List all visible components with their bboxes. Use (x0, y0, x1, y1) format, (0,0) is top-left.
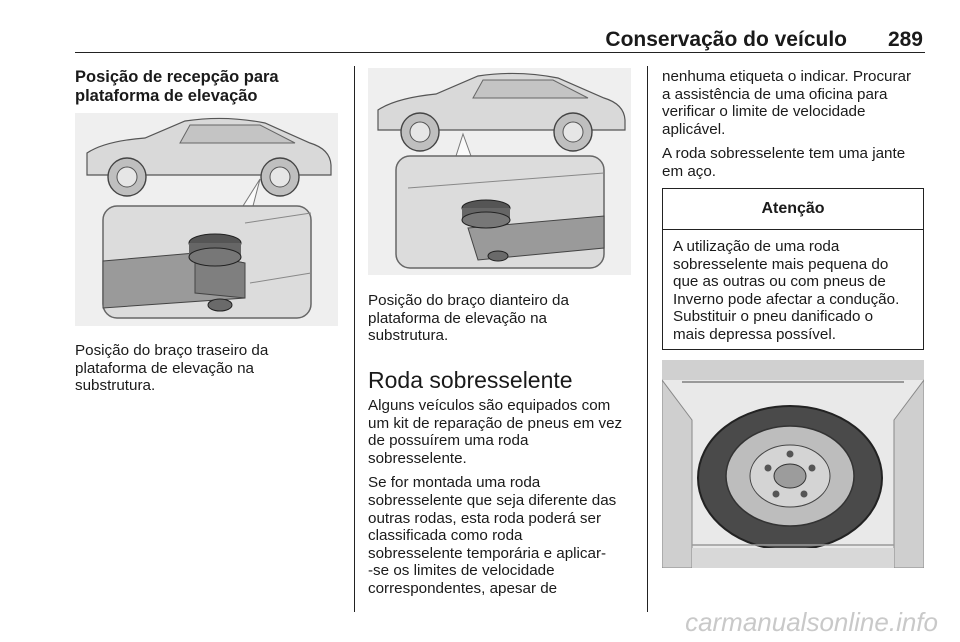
rear-caption-line: substrutura. (75, 377, 156, 395)
rear-caption-line: Posição do braço traseiro da (75, 342, 269, 359)
front-caption-line: Posição do braço dianteiro da (368, 292, 569, 309)
attention-notice (662, 188, 924, 350)
paragraph (662, 68, 932, 138)
spare-wheel-figure (662, 360, 924, 568)
column-divider-1 (354, 66, 355, 612)
text-line: sobresselente. (368, 449, 467, 467)
text-line: aplicável. (662, 120, 726, 138)
header-rule (75, 52, 925, 53)
page-header (75, 28, 925, 52)
text-line: -se os limites de velocidade (368, 562, 555, 580)
text-line: A roda sobresselente tem uma jante (662, 145, 906, 163)
rear-lift-caption (75, 342, 345, 395)
text-line: outras rodas, esta roda poderá ser (368, 509, 602, 527)
text-line: A utilização de uma roda (673, 238, 840, 255)
spare-wheel-text (368, 397, 643, 605)
text-line: Se for montada uma roda (368, 474, 541, 492)
text-line: classificada como roda (368, 527, 523, 545)
notice-title: Atenção (663, 189, 923, 230)
text-line: a assistência de uma oficina para (662, 85, 888, 103)
text-line: mais depressa possível. (673, 325, 836, 343)
text-line: um kit de reparação de pneus em vez (368, 414, 623, 432)
notice-body (663, 230, 923, 344)
text-line: em aço. (662, 162, 717, 180)
rear-lift-figure (75, 113, 338, 326)
page-number: 289 (887, 28, 923, 51)
column-divider-2 (647, 66, 648, 612)
text-line: sobresselente mais pequena do (673, 255, 889, 273)
front-lift-figure (368, 68, 631, 275)
spare-wheel-heading: Roda sobresselente (368, 367, 573, 393)
text-line: que as outras ou com pneus de (673, 273, 886, 291)
text-line: nenhuma etiqueta o indicar. Procurar (662, 68, 912, 85)
front-caption-line: plataforma de elevação na (368, 309, 547, 327)
paragraph (662, 145, 932, 180)
text-line: verificar o limite de velocidade (662, 103, 866, 121)
front-lift-caption (368, 292, 640, 345)
paragraph (368, 474, 643, 597)
front-caption-line: substrutura. (368, 327, 449, 345)
section-title: Conservação do veículo (605, 28, 847, 51)
text-line: Inverno pode afectar a condução. (673, 290, 900, 308)
text-line: de possuírem uma roda (368, 432, 529, 450)
watermark: carmanualsonline.info (685, 607, 938, 637)
text-line: Alguns veículos são equipados com (368, 397, 611, 414)
text-line: sobresselente que seja diferente das (368, 491, 617, 509)
paragraph (368, 397, 643, 467)
lift-heading-line2: plataforma de elevação (75, 87, 258, 105)
lift-heading-line1: Posição de recepção para (75, 68, 279, 86)
text-line: sobresselente temporária e aplicar- (368, 544, 607, 562)
text-line: correspondentes, apesar de (368, 579, 558, 597)
text-line: Substituir o pneu danificado o (673, 308, 874, 326)
continued-text (662, 68, 932, 188)
lift-heading (75, 68, 345, 106)
rear-caption-line: plataforma de elevação na (75, 359, 254, 377)
